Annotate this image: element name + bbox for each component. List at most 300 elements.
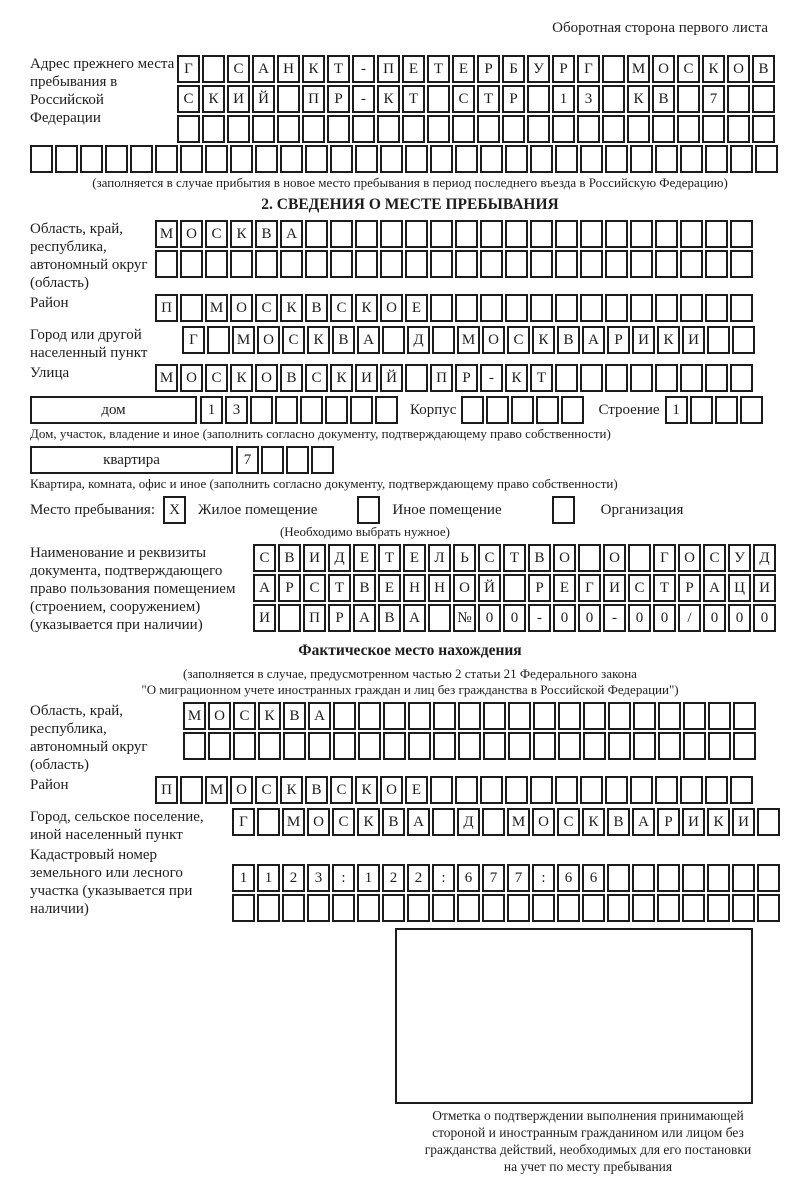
char-cell[interactable] — [630, 220, 653, 248]
char-cell[interactable]: С — [227, 55, 250, 83]
char-cell[interactable] — [183, 732, 206, 760]
char-cell[interactable] — [757, 894, 780, 922]
char-cell[interactable]: 3 — [577, 85, 600, 113]
char-cell[interactable]: В — [305, 776, 328, 804]
char-cell[interactable]: 1 — [357, 864, 380, 892]
char-cell[interactable] — [655, 776, 678, 804]
char-cell[interactable] — [557, 894, 580, 922]
char-cell[interactable] — [405, 250, 428, 278]
char-cell[interactable] — [457, 894, 480, 922]
char-cell[interactable]: Е — [353, 544, 376, 572]
char-cell[interactable] — [258, 732, 281, 760]
char-cell[interactable] — [605, 250, 628, 278]
char-cell[interactable] — [602, 85, 625, 113]
char-cell[interactable]: С — [332, 808, 355, 836]
char-cell[interactable]: / — [678, 604, 701, 632]
char-cell[interactable] — [130, 145, 153, 173]
char-cell[interactable]: Т — [477, 85, 500, 113]
char-cell[interactable] — [580, 294, 603, 322]
char-cell[interactable]: - — [352, 55, 375, 83]
char-cell[interactable]: Р — [477, 55, 500, 83]
char-cell[interactable] — [430, 250, 453, 278]
char-cell[interactable] — [480, 294, 503, 322]
char-cell[interactable] — [408, 732, 431, 760]
char-cell[interactable] — [480, 776, 503, 804]
char-cell[interactable] — [707, 894, 730, 922]
char-cell[interactable] — [461, 396, 484, 424]
char-cell[interactable]: В — [378, 604, 401, 632]
char-cell[interactable] — [628, 544, 651, 572]
char-cell[interactable]: К — [657, 326, 680, 354]
char-cell[interactable]: К — [258, 702, 281, 730]
char-cell[interactable] — [757, 808, 780, 836]
char-cell[interactable] — [607, 864, 630, 892]
char-cell[interactable] — [733, 732, 756, 760]
char-cell[interactable] — [583, 702, 606, 730]
char-cell[interactable] — [561, 396, 584, 424]
char-cell[interactable] — [432, 808, 455, 836]
char-cell[interactable] — [230, 250, 253, 278]
char-cell[interactable] — [405, 364, 428, 392]
char-cell[interactable]: У — [527, 55, 550, 83]
char-cell[interactable]: Р — [502, 85, 525, 113]
char-cell[interactable]: С — [305, 364, 328, 392]
char-cell[interactable] — [205, 145, 228, 173]
char-cell[interactable]: С — [478, 544, 501, 572]
char-cell[interactable]: К — [230, 364, 253, 392]
char-cell[interactable]: 0 — [653, 604, 676, 632]
char-cell[interactable] — [508, 702, 531, 730]
char-cell[interactable]: В — [280, 364, 303, 392]
char-cell[interactable]: Р — [528, 574, 551, 602]
char-cell[interactable]: Г — [182, 326, 205, 354]
char-cell[interactable] — [280, 145, 303, 173]
char-cell[interactable]: В — [607, 808, 630, 836]
char-cell[interactable] — [630, 364, 653, 392]
char-cell[interactable]: М — [457, 326, 480, 354]
char-cell[interactable]: Т — [530, 364, 553, 392]
char-cell[interactable] — [705, 250, 728, 278]
char-cell[interactable]: С — [330, 294, 353, 322]
char-cell[interactable] — [605, 220, 628, 248]
char-cell[interactable] — [530, 145, 553, 173]
char-cell[interactable] — [605, 364, 628, 392]
char-cell[interactable] — [227, 115, 250, 143]
char-cell[interactable] — [658, 732, 681, 760]
char-cell[interactable] — [558, 702, 581, 730]
char-cell[interactable]: И — [682, 326, 705, 354]
char-cell[interactable]: : — [532, 864, 555, 892]
char-cell[interactable]: О — [180, 220, 203, 248]
char-cell[interactable] — [505, 250, 528, 278]
char-cell[interactable]: И — [355, 364, 378, 392]
char-cell[interactable] — [255, 250, 278, 278]
char-cell[interactable] — [486, 396, 509, 424]
char-cell[interactable]: Л — [428, 544, 451, 572]
char-cell[interactable] — [407, 894, 430, 922]
char-cell[interactable] — [477, 115, 500, 143]
char-cell[interactable]: В — [528, 544, 551, 572]
char-cell[interactable] — [752, 115, 775, 143]
char-cell[interactable]: Й — [380, 364, 403, 392]
char-cell[interactable]: А — [253, 574, 276, 602]
char-cell[interactable]: М — [282, 808, 305, 836]
char-cell[interactable]: № — [453, 604, 476, 632]
char-cell[interactable]: Т — [327, 55, 350, 83]
char-cell[interactable] — [558, 732, 581, 760]
char-cell[interactable] — [458, 702, 481, 730]
char-cell[interactable]: 6 — [557, 864, 580, 892]
char-cell[interactable] — [752, 85, 775, 113]
char-cell[interactable] — [408, 702, 431, 730]
char-cell[interactable] — [580, 364, 603, 392]
char-cell[interactable] — [536, 396, 559, 424]
char-cell[interactable]: М — [205, 776, 228, 804]
char-cell[interactable] — [633, 732, 656, 760]
char-cell[interactable] — [680, 776, 703, 804]
char-cell[interactable]: Ц — [728, 574, 751, 602]
char-cell[interactable]: Н — [403, 574, 426, 602]
char-cell[interactable] — [333, 702, 356, 730]
char-cell[interactable] — [707, 326, 730, 354]
char-cell[interactable]: С — [557, 808, 580, 836]
char-cell[interactable] — [377, 115, 400, 143]
char-cell[interactable] — [580, 776, 603, 804]
char-cell[interactable]: В — [752, 55, 775, 83]
char-cell[interactable]: С — [177, 85, 200, 113]
char-cell[interactable] — [405, 145, 428, 173]
char-cell[interactable] — [530, 220, 553, 248]
char-cell[interactable]: Е — [405, 776, 428, 804]
char-cell[interactable] — [380, 250, 403, 278]
char-cell[interactable]: О — [727, 55, 750, 83]
char-cell[interactable] — [333, 732, 356, 760]
char-cell[interactable] — [327, 115, 350, 143]
char-cell[interactable]: М — [183, 702, 206, 730]
char-cell[interactable]: О — [553, 544, 576, 572]
char-cell[interactable] — [702, 115, 725, 143]
char-cell[interactable]: К — [280, 294, 303, 322]
char-cell[interactable] — [352, 115, 375, 143]
char-cell[interactable] — [511, 396, 534, 424]
char-cell[interactable] — [740, 396, 763, 424]
char-cell[interactable]: О — [603, 544, 626, 572]
char-cell[interactable]: В — [283, 702, 306, 730]
char-cell[interactable]: 2 — [282, 864, 305, 892]
char-cell[interactable]: О — [380, 294, 403, 322]
char-cell[interactable] — [680, 294, 703, 322]
char-cell[interactable]: С — [253, 544, 276, 572]
char-cell[interactable] — [727, 85, 750, 113]
char-cell[interactable]: И — [682, 808, 705, 836]
char-cell[interactable] — [430, 145, 453, 173]
char-cell[interactable] — [730, 250, 753, 278]
char-cell[interactable] — [278, 604, 301, 632]
char-cell[interactable]: И — [732, 808, 755, 836]
char-cell[interactable] — [311, 446, 334, 474]
char-cell[interactable] — [508, 732, 531, 760]
char-cell[interactable] — [282, 894, 305, 922]
char-cell[interactable] — [530, 294, 553, 322]
char-cell[interactable]: 0 — [478, 604, 501, 632]
char-cell[interactable]: - — [352, 85, 375, 113]
char-cell[interactable]: Р — [278, 574, 301, 602]
char-cell[interactable] — [208, 732, 231, 760]
char-cell[interactable]: Д — [457, 808, 480, 836]
char-cell[interactable]: 6 — [457, 864, 480, 892]
char-cell[interactable] — [383, 732, 406, 760]
char-cell[interactable]: С — [677, 55, 700, 83]
char-cell[interactable] — [655, 220, 678, 248]
char-cell[interactable] — [483, 732, 506, 760]
char-cell[interactable]: М — [155, 220, 178, 248]
char-cell[interactable] — [733, 702, 756, 730]
char-cell[interactable]: Д — [328, 544, 351, 572]
char-cell[interactable] — [577, 115, 600, 143]
char-cell[interactable] — [730, 364, 753, 392]
char-cell[interactable]: О — [255, 364, 278, 392]
char-cell[interactable] — [350, 396, 373, 424]
char-cell[interactable]: А — [403, 604, 426, 632]
char-cell[interactable] — [300, 396, 323, 424]
char-cell[interactable]: С — [233, 702, 256, 730]
char-cell[interactable] — [433, 702, 456, 730]
char-cell[interactable]: Е — [378, 574, 401, 602]
char-cell[interactable] — [627, 115, 650, 143]
char-cell[interactable] — [527, 85, 550, 113]
char-cell[interactable]: С — [330, 776, 353, 804]
char-cell[interactable] — [608, 732, 631, 760]
char-cell[interactable] — [505, 294, 528, 322]
char-cell[interactable]: Т — [503, 544, 526, 572]
char-cell[interactable] — [505, 145, 528, 173]
char-cell[interactable]: К — [702, 55, 725, 83]
char-cell[interactable]: 6 — [582, 864, 605, 892]
char-cell[interactable] — [607, 894, 630, 922]
char-cell[interactable]: Р — [657, 808, 680, 836]
char-cell[interactable] — [683, 732, 706, 760]
char-cell[interactable] — [277, 115, 300, 143]
char-cell[interactable] — [505, 776, 528, 804]
char-cell[interactable] — [505, 220, 528, 248]
char-cell[interactable] — [402, 115, 425, 143]
char-cell[interactable] — [732, 326, 755, 354]
char-cell[interactable]: С — [255, 776, 278, 804]
char-cell[interactable] — [680, 145, 703, 173]
char-cell[interactable]: О — [482, 326, 505, 354]
char-cell[interactable] — [155, 250, 178, 278]
char-cell[interactable]: 1 — [665, 396, 688, 424]
char-cell[interactable]: А — [582, 326, 605, 354]
char-cell[interactable]: 2 — [382, 864, 405, 892]
char-cell[interactable]: К — [355, 776, 378, 804]
char-cell[interactable]: Д — [407, 326, 430, 354]
char-cell[interactable] — [755, 145, 778, 173]
char-cell[interactable] — [658, 702, 681, 730]
char-cell[interactable]: А — [252, 55, 275, 83]
char-cell[interactable]: 1 — [257, 864, 280, 892]
char-cell[interactable]: А — [357, 326, 380, 354]
char-cell[interactable]: К — [280, 776, 303, 804]
char-cell[interactable] — [552, 115, 575, 143]
char-cell[interactable] — [277, 85, 300, 113]
char-cell[interactable] — [655, 145, 678, 173]
char-cell[interactable] — [605, 145, 628, 173]
char-cell[interactable]: П — [155, 294, 178, 322]
char-cell[interactable] — [432, 326, 455, 354]
char-cell[interactable]: 7 — [702, 85, 725, 113]
char-cell[interactable] — [630, 145, 653, 173]
char-cell[interactable]: К — [202, 85, 225, 113]
char-cell[interactable]: 7 — [482, 864, 505, 892]
char-cell[interactable]: И — [227, 85, 250, 113]
char-cell[interactable]: С — [205, 220, 228, 248]
char-cell[interactable]: О — [307, 808, 330, 836]
char-cell[interactable] — [580, 220, 603, 248]
char-cell[interactable] — [455, 250, 478, 278]
char-cell[interactable]: П — [430, 364, 453, 392]
char-cell[interactable]: - — [603, 604, 626, 632]
char-cell[interactable] — [708, 732, 731, 760]
char-cell[interactable] — [427, 115, 450, 143]
char-cell[interactable]: 2 — [407, 864, 430, 892]
char-cell[interactable]: Н — [277, 55, 300, 83]
char-cell[interactable] — [732, 864, 755, 892]
char-cell[interactable] — [205, 250, 228, 278]
char-cell[interactable] — [180, 776, 203, 804]
char-cell[interactable]: Р — [327, 85, 350, 113]
char-cell[interactable]: М — [232, 326, 255, 354]
char-cell[interactable]: А — [308, 702, 331, 730]
char-cell[interactable] — [680, 220, 703, 248]
char-cell[interactable] — [55, 145, 78, 173]
char-cell[interactable]: Й — [478, 574, 501, 602]
char-cell[interactable] — [730, 294, 753, 322]
char-cell[interactable]: И — [303, 544, 326, 572]
char-cell[interactable]: В — [255, 220, 278, 248]
char-cell[interactable] — [433, 732, 456, 760]
char-cell[interactable] — [455, 145, 478, 173]
char-cell[interactable]: 0 — [753, 604, 776, 632]
char-cell[interactable]: А — [703, 574, 726, 602]
char-cell[interactable] — [432, 894, 455, 922]
char-cell[interactable]: К — [582, 808, 605, 836]
char-cell[interactable] — [680, 364, 703, 392]
char-cell[interactable] — [383, 702, 406, 730]
char-cell[interactable] — [705, 220, 728, 248]
char-cell[interactable]: Д — [753, 544, 776, 572]
char-cell[interactable] — [680, 250, 703, 278]
char-cell[interactable] — [455, 776, 478, 804]
char-cell[interactable] — [257, 894, 280, 922]
char-cell[interactable]: 3 — [307, 864, 330, 892]
char-cell[interactable] — [705, 364, 728, 392]
char-cell[interactable]: 1 — [232, 864, 255, 892]
char-cell[interactable] — [530, 250, 553, 278]
char-cell[interactable] — [532, 894, 555, 922]
char-cell[interactable]: 0 — [553, 604, 576, 632]
char-cell[interactable]: Г — [232, 808, 255, 836]
char-cell[interactable] — [330, 250, 353, 278]
char-cell[interactable]: О — [230, 294, 253, 322]
char-cell[interactable]: А — [407, 808, 430, 836]
char-cell[interactable] — [605, 294, 628, 322]
char-cell[interactable]: У — [728, 544, 751, 572]
char-cell[interactable] — [332, 894, 355, 922]
char-cell[interactable]: И — [253, 604, 276, 632]
char-cell[interactable]: О — [180, 364, 203, 392]
char-cell[interactable] — [605, 776, 628, 804]
char-cell[interactable]: К — [377, 85, 400, 113]
char-cell[interactable] — [730, 220, 753, 248]
char-cell[interactable] — [682, 894, 705, 922]
char-cell[interactable]: Н — [428, 574, 451, 602]
char-cell[interactable] — [430, 294, 453, 322]
char-cell[interactable]: : — [432, 864, 455, 892]
char-cell[interactable] — [555, 776, 578, 804]
char-cell[interactable]: М — [627, 55, 650, 83]
char-cell[interactable] — [757, 864, 780, 892]
char-cell[interactable] — [430, 776, 453, 804]
char-cell[interactable] — [233, 732, 256, 760]
char-cell[interactable]: 0 — [628, 604, 651, 632]
char-cell[interactable] — [483, 702, 506, 730]
char-cell[interactable] — [482, 808, 505, 836]
char-cell[interactable] — [180, 145, 203, 173]
char-cell[interactable] — [708, 702, 731, 730]
char-cell[interactable] — [582, 894, 605, 922]
char-cell[interactable]: П — [303, 604, 326, 632]
char-cell[interactable]: Е — [452, 55, 475, 83]
char-cell[interactable] — [427, 85, 450, 113]
char-cell[interactable] — [382, 894, 405, 922]
char-cell[interactable]: Г — [653, 544, 676, 572]
char-cell[interactable]: С — [255, 294, 278, 322]
char-cell[interactable] — [230, 145, 253, 173]
char-cell[interactable]: О — [532, 808, 555, 836]
char-cell[interactable] — [683, 702, 706, 730]
char-cell[interactable] — [455, 294, 478, 322]
char-cell[interactable]: О — [678, 544, 701, 572]
char-cell[interactable]: Г — [177, 55, 200, 83]
char-cell[interactable]: К — [627, 85, 650, 113]
char-cell[interactable]: К — [302, 55, 325, 83]
char-cell[interactable]: С — [282, 326, 305, 354]
char-cell[interactable] — [30, 145, 53, 173]
char-cell[interactable] — [382, 326, 405, 354]
char-cell[interactable] — [655, 364, 678, 392]
char-cell[interactable] — [105, 145, 128, 173]
char-cell[interactable] — [555, 220, 578, 248]
char-cell[interactable] — [405, 220, 428, 248]
char-cell[interactable]: В — [305, 294, 328, 322]
char-cell[interactable]: 0 — [503, 604, 526, 632]
char-cell[interactable] — [632, 894, 655, 922]
char-cell[interactable] — [355, 220, 378, 248]
char-cell[interactable]: Г — [577, 55, 600, 83]
char-cell[interactable] — [677, 115, 700, 143]
char-cell[interactable]: А — [353, 604, 376, 632]
char-cell[interactable] — [705, 776, 728, 804]
char-cell[interactable] — [715, 396, 738, 424]
char-cell[interactable]: О — [453, 574, 476, 602]
char-cell[interactable] — [252, 115, 275, 143]
char-cell[interactable] — [732, 894, 755, 922]
char-cell[interactable]: П — [302, 85, 325, 113]
char-cell[interactable]: О — [208, 702, 231, 730]
char-cell[interactable]: В — [353, 574, 376, 602]
char-cell[interactable]: О — [380, 776, 403, 804]
